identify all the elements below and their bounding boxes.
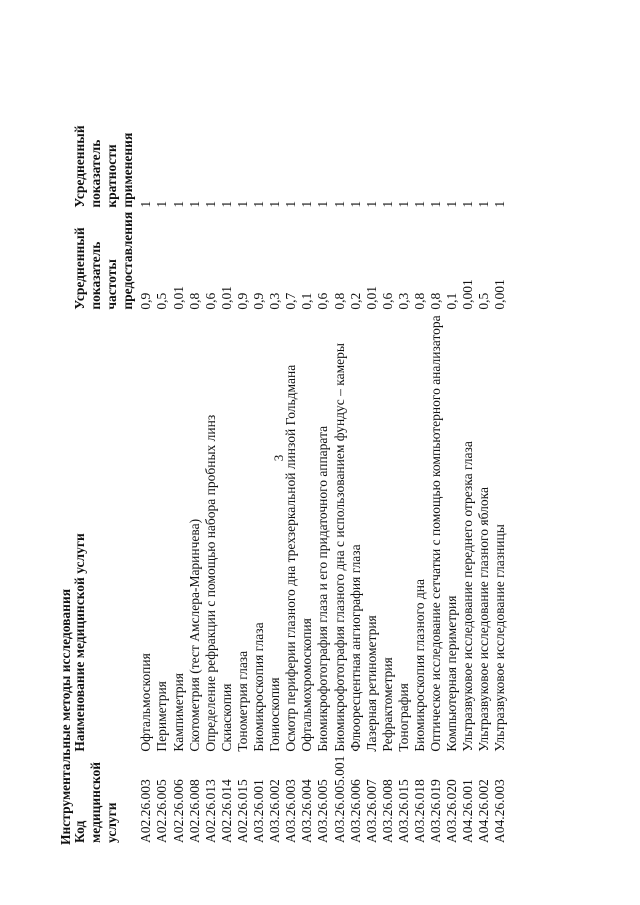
name-cell: Определение рефракции с помощью набора пробных линз xyxy=(202,414,218,752)
table-row xyxy=(428,120,444,845)
multiplicity-cell: 1 xyxy=(202,200,218,208)
frequency-cell: 0,6 xyxy=(202,292,218,310)
multiplicity-cell: 1 xyxy=(444,200,460,208)
code-cell: A02.26.006 xyxy=(170,779,186,843)
frequency-cell: 0,7 xyxy=(283,292,299,310)
code-cell: A03.26.008 xyxy=(379,779,395,843)
name-cell: Тонометрия глаза xyxy=(234,650,250,752)
name-cell: Ультразвуковое исследование глазницы xyxy=(492,524,508,752)
multiplicity-cell: 1 xyxy=(476,200,492,208)
frequency-cell: 0,5 xyxy=(154,292,170,310)
name-cell: Скиаскопия xyxy=(218,683,234,752)
table-row xyxy=(203,120,219,845)
code-cell: A02.26.015 xyxy=(234,779,250,843)
frequency-cell: 0,001 xyxy=(460,279,476,310)
name-cell: Компьютерная периметрия xyxy=(444,595,460,752)
section-title: Инструментальные методы исследования xyxy=(58,588,73,845)
code-cell: A03.26.001 xyxy=(251,779,267,843)
multiplicity-cell: 1 xyxy=(186,200,202,208)
code-cell: A03.26.004 xyxy=(299,779,315,843)
table-row xyxy=(332,120,348,845)
multiplicity-cell: 1 xyxy=(170,200,186,208)
code-cell: A03.26.015 xyxy=(395,779,411,843)
code-cell: A04.26.003 xyxy=(492,779,508,843)
code-cell: A04.26.002 xyxy=(476,779,492,843)
table-row xyxy=(219,120,235,845)
name-cell: Осмотр периферии глазного дна трехзеркальной линзой Гольдмана xyxy=(283,364,299,752)
table-row xyxy=(299,120,315,845)
services-table xyxy=(72,120,509,845)
multiplicity-cell: 1 xyxy=(331,200,347,208)
multiplicity-cell: 1 xyxy=(460,200,476,208)
name-cell: Периметрия xyxy=(154,681,170,752)
page-number: 3 xyxy=(271,454,286,462)
frequency-cell: 0,9 xyxy=(138,292,154,310)
code-cell: A02.26.003 xyxy=(138,779,154,843)
frequency-cell: 0,3 xyxy=(267,292,283,310)
table-row xyxy=(171,120,187,845)
multiplicity-cell: 1 xyxy=(218,200,234,208)
multiplicity-cell: 1 xyxy=(234,200,250,208)
table-row xyxy=(396,120,412,845)
name-cell: Оптическое исследование сетчатки с помощью компьютерного анализатора xyxy=(428,315,444,752)
multiplicity-cell: 1 xyxy=(267,200,283,208)
name-cell: Ультразвуковое исследование переднего отрезка глаза xyxy=(460,441,476,752)
table-row xyxy=(283,120,299,845)
name-cell: Офтальмохромоскопия xyxy=(299,618,315,752)
code-cell: A03.26.019 xyxy=(428,779,444,843)
multiplicity-cell: 1 xyxy=(395,200,411,208)
code-cell: A03.26.002 xyxy=(267,779,283,843)
table-row xyxy=(380,120,396,845)
table-row xyxy=(460,120,476,845)
header-name: Наименование медицинской услуги xyxy=(72,533,87,752)
frequency-cell: 0,2 xyxy=(347,292,363,310)
table-row xyxy=(267,120,283,845)
name-cell: Биомикроскопия глаза xyxy=(251,622,267,752)
name-cell: Флюоресцентная ангиография глаза xyxy=(347,544,363,752)
multiplicity-cell: 1 xyxy=(428,200,444,208)
multiplicity-cell: 1 xyxy=(251,200,267,208)
code-cell: A02.26.005 xyxy=(154,779,170,843)
header-multiplicity: Усредненный показатель кратности применения xyxy=(72,125,136,208)
table-row xyxy=(187,120,203,845)
frequency-cell: 0,01 xyxy=(218,286,234,310)
code-cell: A03.26.020 xyxy=(444,779,460,843)
table-row xyxy=(476,120,492,845)
header-frequency: Усредненный показатель частоты предоставления xyxy=(72,211,136,310)
multiplicity-cell: 1 xyxy=(492,200,508,208)
frequency-cell: 0,1 xyxy=(444,292,460,310)
frequency-cell: 0,01 xyxy=(170,286,186,310)
frequency-cell: 0,6 xyxy=(379,292,395,310)
frequency-cell: 0,3 xyxy=(395,292,411,310)
table-row xyxy=(251,120,267,845)
name-cell: Гониоскопия xyxy=(267,677,283,752)
table-row xyxy=(235,120,251,845)
frequency-cell: 0,9 xyxy=(251,292,267,310)
table-row xyxy=(444,120,460,845)
multiplicity-cell: 1 xyxy=(154,200,170,208)
code-cell: A03.26.005.001 xyxy=(331,755,347,843)
multiplicity-cell: 1 xyxy=(315,200,331,208)
code-cell: A02.26.014 xyxy=(218,779,234,843)
frequency-cell: 0,8 xyxy=(331,292,347,310)
header-code: Код медицинской услуги xyxy=(72,761,120,843)
multiplicity-cell: 1 xyxy=(411,200,427,208)
code-cell: A02.26.008 xyxy=(186,779,202,843)
frequency-cell: 0,6 xyxy=(315,292,331,310)
multiplicity-cell: 1 xyxy=(283,200,299,208)
frequency-cell: 0,001 xyxy=(492,279,508,310)
multiplicity-cell: 1 xyxy=(363,200,379,208)
table-header-row xyxy=(72,120,138,845)
code-cell: A03.26.007 xyxy=(363,779,379,843)
name-cell: Кампиметрия xyxy=(170,673,186,752)
table-row xyxy=(315,120,331,845)
code-cell: A03.26.005 xyxy=(315,779,331,843)
code-cell: A03.26.018 xyxy=(411,779,427,843)
name-cell: Офтальмоскопия xyxy=(138,653,154,752)
table-row xyxy=(154,120,170,845)
frequency-cell: 0,1 xyxy=(299,292,315,310)
table-row xyxy=(492,120,508,845)
table-row xyxy=(138,120,154,845)
multiplicity-cell: 1 xyxy=(138,200,154,208)
table-row xyxy=(364,120,380,845)
name-cell: Скотометрия (тест Амслера-Маринчева) xyxy=(186,518,202,752)
name-cell: Тонография xyxy=(395,683,411,752)
rotated-page-content xyxy=(57,63,587,845)
frequency-cell: 0,5 xyxy=(476,292,492,310)
frequency-cell: 0,8 xyxy=(186,292,202,310)
name-cell: Биомикрофотография глазного дна с использованием фундус – камеры xyxy=(331,343,347,752)
code-cell: A03.26.006 xyxy=(347,779,363,843)
name-cell: Лазерная ретинометрия xyxy=(363,615,379,752)
name-cell: Рефрактометрия xyxy=(379,657,395,752)
frequency-cell: 0,01 xyxy=(363,286,379,310)
table-body xyxy=(138,120,508,845)
name-cell: Биомикроскопия глазного дна xyxy=(411,579,427,752)
table-row xyxy=(348,120,364,845)
frequency-cell: 0,8 xyxy=(428,292,444,310)
multiplicity-cell: 1 xyxy=(379,200,395,208)
frequency-cell: 0,8 xyxy=(411,292,427,310)
name-cell: Биомикрофотография глаза и его придаточного аппарата xyxy=(315,425,331,752)
multiplicity-cell: 1 xyxy=(299,200,315,208)
name-cell: Ультразвуковое исследование глазного яблока xyxy=(476,487,492,752)
code-cell: A04.26.001 xyxy=(460,779,476,843)
frequency-cell: 0,9 xyxy=(234,292,250,310)
code-cell: A03.26.003 xyxy=(283,779,299,843)
code-cell: A02.26.013 xyxy=(202,779,218,843)
table-row xyxy=(412,120,428,845)
multiplicity-cell: 1 xyxy=(347,200,363,208)
